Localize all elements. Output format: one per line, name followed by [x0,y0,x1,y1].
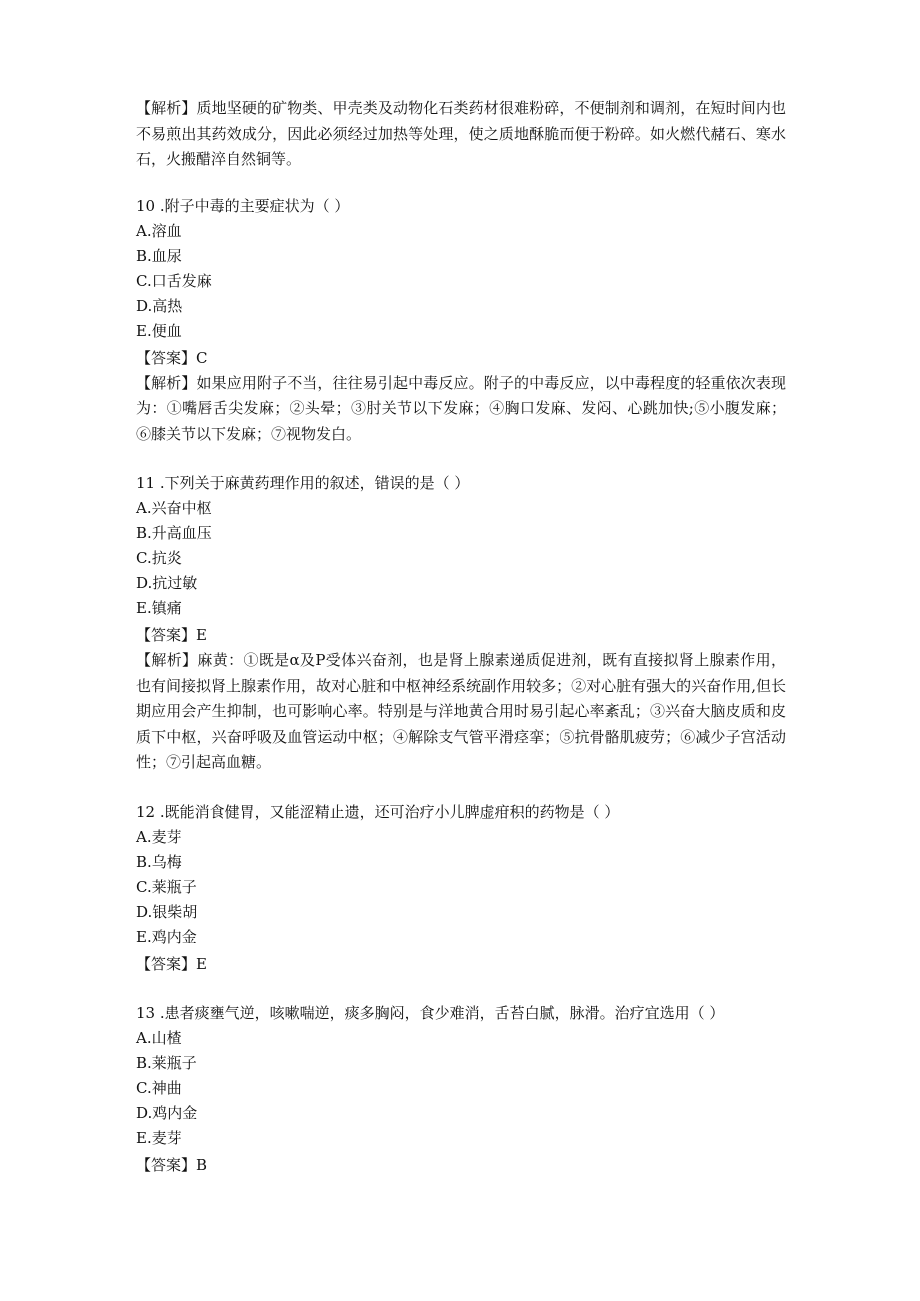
analysis-text: 【解析】麻黄：①既是α及P受体兴奋剂，也是肾上腺素递质促进剂，既有直接拟肾上腺素作用，也有间接拟肾上腺素作用，故对心脏和中枢神经系统副作用较多；②对心脏有强大的兴奋作用,但长期应用会产生抑制，也可影响心率。特别是与洋地黄合用时易引起心率紊乱；③兴奋大脑皮质和皮质下中枢，兴奋呼吸及血管运动中枢；④解除支气管平滑痉挛；⑤抗骨骼肌疲劳；⑥减少子宫活动性；⑦引起高血糖。 [136,651,786,771]
option-c: C.抗炎 [136,549,182,567]
spacer [136,173,786,194]
option-d: D.高热 [136,296,183,315]
option-b: B.莱瓶子 [136,1053,197,1072]
option-d: D.抗过敏 [136,574,198,592]
option-e: E.麦芽 [136,1128,182,1147]
option-a: A.麦芽 [136,827,182,846]
option-b: B.乌梅 [136,852,182,871]
option-c: C.口舌发麻 [136,271,212,290]
answer-text: 【答案】E [136,626,207,644]
option-c: C.神曲 [136,1078,182,1097]
option-d: D.鸡内金 [136,1103,198,1122]
option-c: C.莱瓶子 [136,877,197,896]
question-block [136,194,786,448]
answer-text: 【答案】C [136,348,208,367]
option-d: D.银柴胡 [136,902,198,921]
answer-text: 【答案】B [136,1155,208,1174]
question-title: 11 .下列关于麻黄药理作用的叙述，错误的是（ ） [136,474,470,492]
option-e: E.鸡内金 [136,927,197,946]
question-title: 13 .患者痰壅气逆，咳嗽喘逆，痰多胸闷，食少难消，舌苔白腻，脉滑。治疗宜选用（ ） [136,1003,725,1022]
spacer [136,977,786,1001]
question-title: 10 .附子中毒的主要症状为（ ） [136,196,350,215]
spacer [136,776,786,800]
answer-text: 【答案】E [136,954,207,973]
analysis-text: 【解析】质地坚硬的矿物类、甲壳类及动物化石类药材很难粉碎，不便制剂和调剂，在短时间内也不易煎出其药效成分，因此必须经过加热等处理，使之质地酥脆而便于粉碎。如火燃代赭石、寒水石，火搬醋淬自然铜等。 [136,99,786,168]
option-e: E.便血 [136,321,182,340]
document-page [136,96,786,1178]
analysis-text: 【解析】如果应用附子不当，往往易引起中毒反应。附子的中毒反应，以中毒程度的轻重依次表现为：①嘴唇舌尖发麻；②头晕；③肘关节以下发麻；④胸口发麻、发闷、心跳加快;⑤小腹发麻；⑥膝关节以下发麻；⑦视物发白。 [136,373,786,443]
option-b: B.升高血压 [136,524,212,542]
option-e: E.镇痛 [136,599,182,617]
option-a: A.山楂 [136,1028,182,1047]
option-b: B.血尿 [136,246,182,265]
question-title: 12 .既能消食健胃，又能涩精止遗，还可治疗小儿脾虚疳积的药物是（ ） [136,802,620,821]
question-block [136,1001,786,1178]
question-block [136,471,786,776]
spacer [136,447,786,471]
question-block [136,800,786,977]
option-a: A.溶血 [136,221,182,240]
option-a: A.兴奋中枢 [136,499,212,517]
